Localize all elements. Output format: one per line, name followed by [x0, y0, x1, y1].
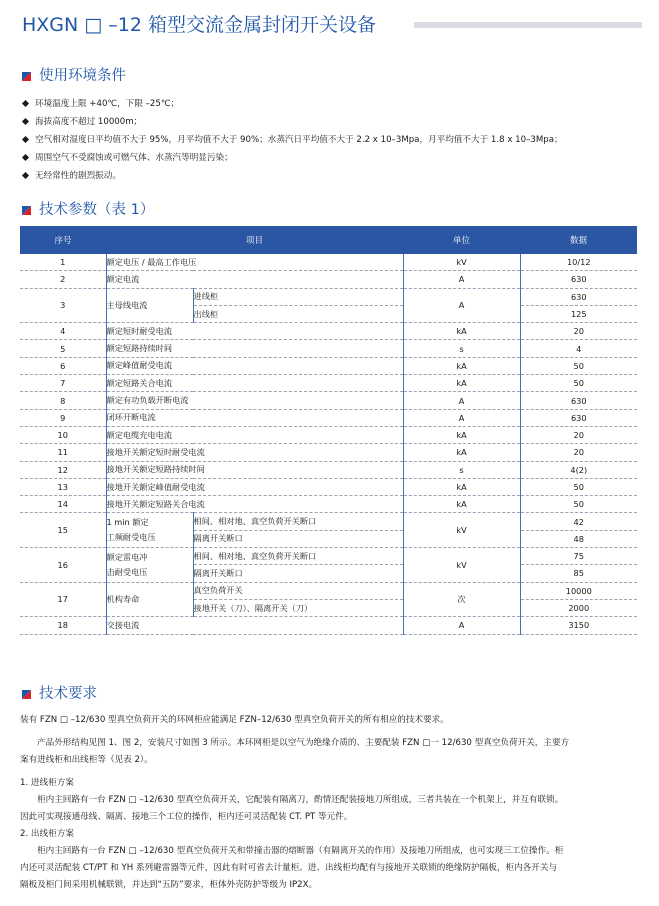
subheading: 2. 出线柜方案	[20, 829, 74, 839]
list-item: 无经常性的剧烈振动。	[20, 166, 645, 184]
table-row: 15 1 min 额定 工频耐受电压 相间、相对地、真空负荷开关断口 kV 42	[20, 513, 637, 530]
spec-table	[20, 226, 637, 635]
paragraph: 产品外形结构见图 1、图 2，安装尺寸如图 3 所示。本环网柜是以空气为绝缘介质的、主要配装 FZN □一 12/630 型真空负荷开关，主要方	[37, 738, 570, 748]
paragraph: 案有进线柜和出线柜等（见表 2）。	[20, 755, 153, 765]
table-row: 出线柜 125	[20, 305, 637, 322]
section-marker-icon	[22, 72, 31, 81]
table-row: 6 额定峰值耐受电流 kA 50	[20, 357, 637, 374]
section-title: 技术要求	[39, 686, 97, 702]
paragraph: 内还可灵活配装 CT/PT 和 YH 系列避雷器等元件，因此有时可省去计量柜。进、出线柜均配有与接地开关联锁的绝缘防护隔板，柜内各开关与	[20, 863, 558, 873]
table-row: 5 额定短路持续时间 s 4	[20, 340, 637, 357]
table-row: 18 交接电流 A 3150	[20, 617, 637, 634]
title-decor-bar	[414, 22, 642, 28]
paragraph: 隔板及柜门间采用机械联锁，并达到“五防”要求，柜体外壳防护等级为 IP2X。	[20, 880, 318, 890]
table-header-row	[20, 226, 637, 254]
section-heading-requirements	[22, 684, 97, 704]
col-header-item: 项目	[106, 226, 403, 254]
diamond-bullet-icon	[22, 117, 29, 124]
subheading: 1. 进线柜方案	[20, 778, 74, 788]
list-item: 周围空气不受腐蚀或可燃气体、水蒸汽等明显污染；	[20, 148, 645, 166]
diamond-bullet-icon	[22, 135, 29, 142]
table-row: 7 额定短路关合电流 kA 50	[20, 375, 637, 392]
table-row: 接地开关（刀）、隔离开关（刀） 2000	[20, 599, 637, 616]
requirements-text	[20, 712, 640, 894]
table-row: 13 接地开关额定峰值耐受电流 kA 50	[20, 478, 637, 495]
col-header-no: 序号	[20, 226, 106, 254]
page-title: HXGN □ –12 箱型交流金属封闭开关设备	[22, 14, 376, 36]
section-heading-environment	[22, 66, 126, 86]
table-row: 3 主母线电流 进线柜 A 630	[20, 288, 637, 305]
table-row: 9 闭环开断电流 A 630	[20, 409, 637, 426]
table-row: 隔离开关断口 85	[20, 565, 637, 582]
table-row: 1 额定电压 / 最高工作电压 kV 10/12	[20, 254, 637, 271]
paragraph: 柜内主回路有一台 FZN □ –12/630 型真空负荷开关和带撞击器的熔断器（有隔离开关的作用）及接地刀所组成，也可实现三工位操作。柜	[37, 846, 564, 856]
paragraph: 装有 FZN □ –12/630 型真空负荷开关的环网柜应能满足 FZN–12/630 型真空负荷开关的所有相应的技术要求。	[20, 715, 449, 725]
list-item: 空气相对湿度日平均值不大于 95%，月平均值不大于 90%；水蒸汽日平均值不大于 2.2 x 10–3Mpa，月平均值不大于 1.8 x 10–3Mpa；	[20, 130, 645, 148]
environment-list	[20, 94, 645, 184]
section-title: 技术参数（表 1）	[39, 202, 155, 218]
paragraph: 因此可实现接通母线、隔离、接地三个工位的操作，柜内还可灵活配装 CT. PT 等元件。	[20, 812, 353, 822]
table-row: 4 额定短时耐受电流 kA 20	[20, 323, 637, 340]
col-header-unit: 单位	[403, 226, 520, 254]
table-row: 12 接地开关额定短路持续时间 s 4(2)	[20, 461, 637, 478]
table-row: 11 接地开关额定短时耐受电流 kA 20	[20, 444, 637, 461]
table-row: 14 接地开关额定短路关合电流 kA 50	[20, 496, 637, 513]
section-marker-icon	[22, 690, 31, 699]
diamond-bullet-icon	[22, 171, 29, 178]
table-row: 隔离开关断口 48	[20, 530, 637, 547]
table-row: 16 额定雷电冲 击耐受电压 相间、相对地、真空负荷开关断口 kV 75	[20, 548, 637, 565]
table-row: 8 额定有功负载开断电流 A 630	[20, 392, 637, 409]
table-row: 2 额定电流 A 630	[20, 271, 637, 288]
title-row	[22, 12, 642, 38]
table-row: 10 额定电缆充电电流 kA 20	[20, 426, 637, 443]
table-row: 17 机构寿命 真空负荷开关 次 10000	[20, 582, 637, 599]
section-title: 使用环境条件	[39, 68, 126, 84]
diamond-bullet-icon	[22, 99, 29, 106]
paragraph: 柜内主回路有一台 FZN □ –12/630 型真空负荷开关，它配装有隔离刀，酌情还配装接地刀所组成，三者共装在一个机架上，并互有联锁。	[37, 795, 564, 805]
diamond-bullet-icon	[22, 153, 29, 160]
section-heading-parameters	[22, 200, 154, 220]
col-header-value: 数据	[520, 226, 637, 254]
section-marker-icon	[22, 206, 31, 215]
list-item: 环境温度上限 +40℃，下限 –25℃；	[20, 94, 645, 112]
list-item: 海拔高度不超过 10000m；	[20, 112, 645, 130]
